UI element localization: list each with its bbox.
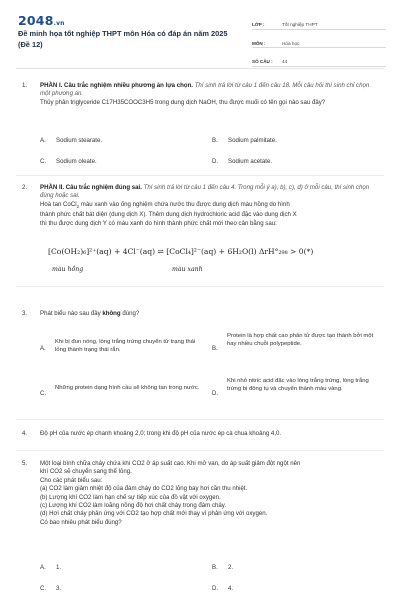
question-text-line: thành phức chất bát diện (dung dịch X). Thêm dung dịch hydrochloric acid đặc vào dung dịch X	[40, 211, 297, 219]
option-label: D.	[212, 585, 219, 592]
option-b[interactable]	[212, 137, 277, 145]
option-label: B.	[212, 564, 218, 571]
meta-value: 44	[282, 59, 288, 64]
statement-a: (a) CO2 làm giảm nhiệt độ của đám cháy do CO2 lỏng bay hơi cần thu nhiệt.	[40, 485, 248, 493]
part-heading: PHẦN II. Câu trắc nghiệm đúng sai.	[40, 184, 142, 191]
meta-row-subject	[252, 32, 386, 49]
option-text: Sodium oleate.	[56, 158, 97, 165]
option-label: A.	[40, 137, 46, 144]
option-label: D.	[212, 158, 219, 165]
question-text-line: thì thu được dung dịch Y có màu xanh do hình thành phức chất mới theo cân bằng sau:	[40, 219, 277, 227]
logo-text: 2048	[18, 13, 54, 28]
option-text: 2.	[228, 564, 234, 571]
question-prompt: Có bao nhiêu phát biểu đúng?	[40, 518, 122, 526]
option-label: A.	[40, 564, 46, 571]
question-body	[40, 460, 380, 527]
question-text: Thủy phân triglyceride C17H35COOC3H5 trong dung dịch NaOH, thu được muối có tên gọi nào sau đây?	[40, 98, 326, 106]
option-c[interactable]	[40, 585, 61, 593]
option-c-text[interactable]: Những protein dạng hình cầu sẽ không tan trong nước.	[55, 385, 200, 391]
option-text: 4.	[228, 585, 234, 592]
question-body	[40, 82, 380, 107]
option-a-label[interactable]: A.	[40, 346, 46, 352]
question-text-line: màu xanh vào ống nghiệm chứa nước thu được dung dịch màu hồng do hình	[79, 200, 290, 208]
option-text: Sodium acetate.	[228, 158, 273, 165]
question-body	[40, 184, 380, 228]
question-divider	[16, 175, 384, 176]
question-text-line: Hoà tan CoCl	[40, 200, 77, 208]
meta-value: Tốt nghiệp THPT	[282, 22, 318, 27]
site-logo[interactable]	[18, 13, 65, 28]
question-line: Cho các phát biểu sau:	[40, 476, 103, 484]
question-divider	[16, 450, 384, 451]
meta-key: LỚP :	[252, 22, 265, 27]
logo-suffix: .vn	[53, 20, 65, 27]
header-divider	[16, 68, 384, 69]
question-text: Phát biểu nào sau đây	[40, 310, 103, 317]
part-heading: PHẦN I. Câu trắc nghiệm nhiều phương án lựa chọn.	[40, 82, 193, 89]
option-text: Sodium palmitate.	[228, 137, 277, 144]
part-instructions: Thí sinh trả lời từ câu 1 đến câu 4. Trong mỗi ý a), b), c), d) ở mỗi câu, thí sinh chọn đúng hoặc sai.	[40, 184, 370, 200]
question-line: khí CO2 sẽ chuyển sang thể lỏng.	[40, 468, 132, 476]
option-label: B.	[212, 137, 218, 144]
question-number: 3.	[22, 310, 28, 317]
option-a[interactable]	[40, 564, 61, 572]
option-b-text[interactable]: Protein là hợp chất cao phân tử được tạo thành bởi một hay nhiều chuỗi polypeptide.	[227, 333, 374, 348]
question-line: Một loại bình chữa cháy chứa khí CO2 ở áp suất cao. Khi mở van, do áp suất giảm đột ngột nên	[40, 460, 301, 467]
option-d-label[interactable]: D.	[212, 391, 218, 397]
meta-key: MÔN :	[252, 40, 266, 46]
option-c[interactable]	[40, 158, 97, 166]
option-b-label[interactable]: B.	[212, 346, 218, 352]
question-number: 5.	[22, 460, 28, 467]
question-divider	[16, 286, 384, 287]
statement-c: (c) Lượng khí CO2 làm loãng nồng độ hơi chất cháy trong đám cháy.	[40, 502, 227, 510]
meta-table	[252, 13, 386, 69]
option-b[interactable]	[212, 564, 233, 572]
option-d[interactable]	[212, 585, 233, 593]
document-title: Đề minh họa tốt nghiệp THPT môn Hóa có đáp án năm 2025 (Đề 12)	[18, 29, 228, 49]
option-label: C.	[40, 158, 47, 165]
part-instructions: Thí sinh trả lời từ câu 1 đến câu 18. Mỗi câu hỏi thí sinh chỉ chọn một phương án.	[40, 82, 370, 98]
question-divider	[16, 419, 384, 420]
option-text: 1.	[56, 564, 62, 571]
option-d-text[interactable]: Khi nhỏ nitric acid đặc vào lòng trắng trứng, lòng trắng trứng bị đông tụ và chuyển thành màu vàng.	[227, 378, 369, 393]
option-label: C.	[40, 585, 47, 592]
question-number: 2.	[22, 184, 28, 191]
question-text: đúng?	[120, 310, 140, 317]
option-c-label[interactable]: C.	[40, 391, 46, 397]
question-number: 1.	[22, 82, 28, 89]
meta-value: Hóa học	[282, 40, 300, 46]
meta-row-class	[252, 13, 386, 30]
option-a-text[interactable]: Khi bị đun nóng, lòng trắng trứng chuyển từ trạng thái lỏng thành trạng thái rắn.	[55, 339, 196, 354]
option-text: Sodium stearate.	[56, 137, 103, 144]
question-body	[40, 310, 380, 318]
emphasis-word: không	[102, 310, 121, 317]
statement-d: (d) Hơi chất cháy phản ứng với CO2 tạo hợp chất mới thay vì phản ứng với oxygen.	[40, 510, 268, 518]
question-text: Độ pH của nước ép chanh khoảng 2,0; trong khi độ pH của nước ép cà chua khoảng 4,0.	[40, 430, 282, 437]
color-label-pink: màu hồng	[52, 266, 84, 273]
color-label-blue: màu xanh	[172, 266, 203, 273]
meta-key: SỐ CÂU :	[252, 59, 273, 64]
option-a[interactable]	[40, 137, 102, 145]
option-d[interactable]	[212, 158, 272, 166]
option-text: 3.	[56, 585, 62, 592]
statement-b: (b) Lượng khí CO2 làm hạn chế sự tiếp xúc của đồ vật với oxygen.	[40, 493, 221, 501]
meta-row-count	[252, 50, 386, 67]
subscript: 2	[76, 204, 80, 210]
equilibrium-equation: [Co(OH₂)₆]²⁺(aq) + 4Cl⁻(aq) ⇌ [CoCl₄]²⁻(aq) + 6H₂O(l) ΔrH°₂₉₈ > 0(*)	[48, 247, 314, 256]
question-number: 4.	[22, 430, 28, 437]
